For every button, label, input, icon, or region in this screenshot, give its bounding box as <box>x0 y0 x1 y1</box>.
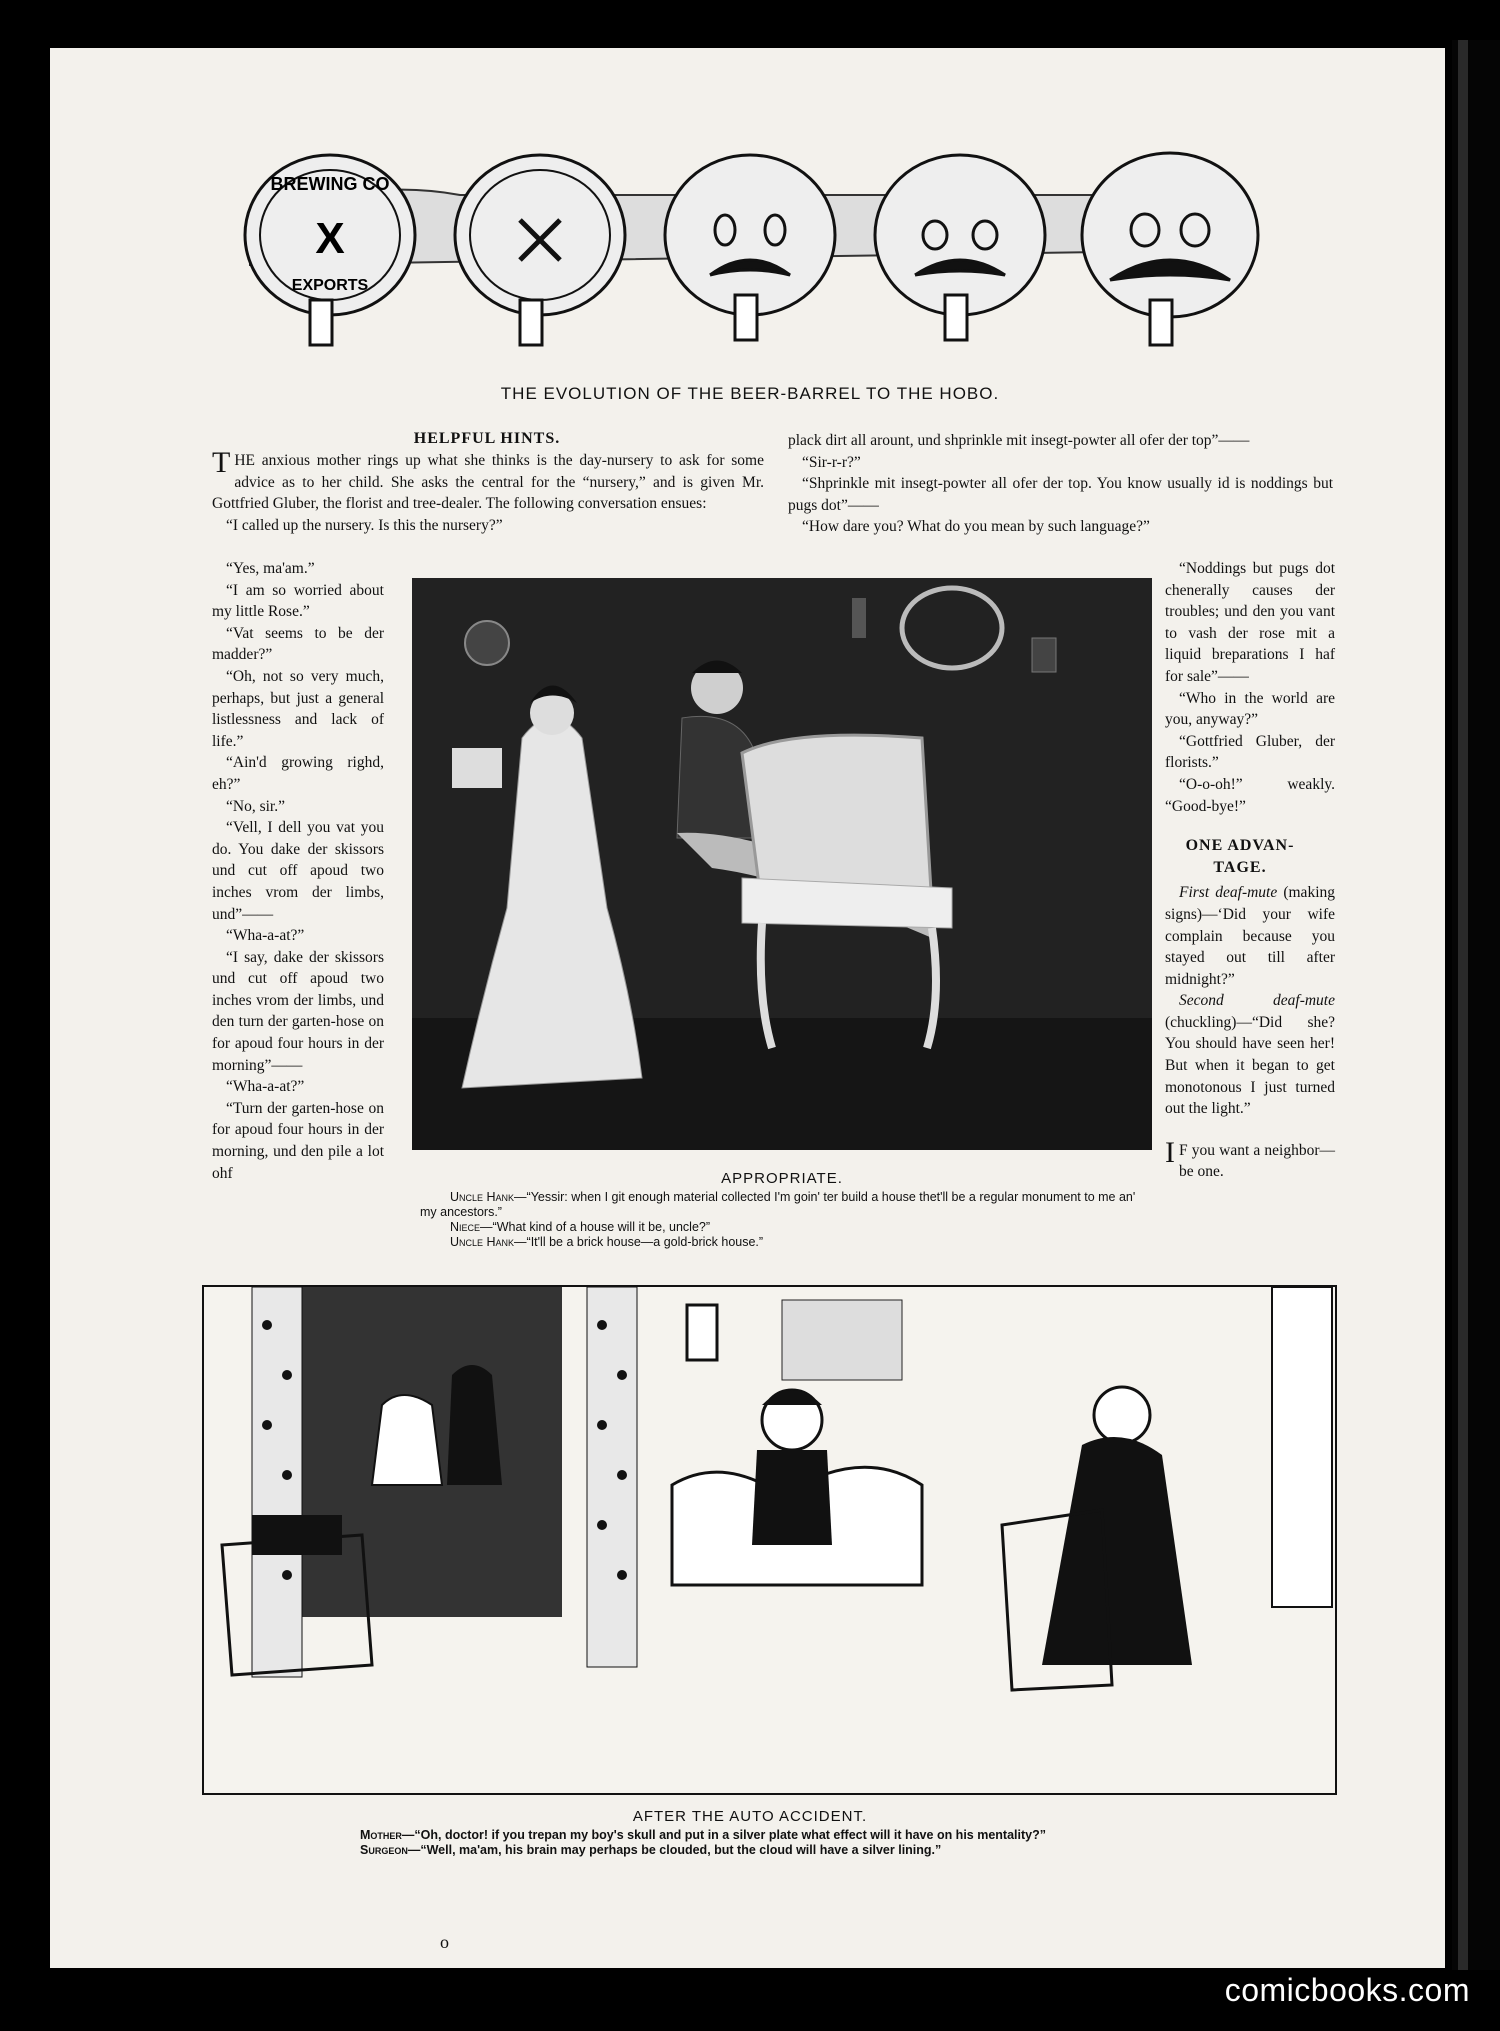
one-advantage-text-1: (making signs)—‘Did your wife complain because you stayed out till after midnight?” <box>1165 884 1335 988</box>
auto-accident-line-1: —“Oh, doctor! if you trepan my boy's skull and put in a silver plate what effect will it have on his mentality?” <box>401 1828 1046 1842</box>
auto-accident-caption <box>360 1828 1260 1858</box>
speaker-mother: Mother <box>360 1828 402 1842</box>
speaker-uncle-hank: Uncle Hank <box>450 1190 515 1204</box>
hints-left-line: “Wha-a-at?” <box>226 927 305 945</box>
neighbor-text: F you want a neighbor—be one. <box>1179 1141 1335 1181</box>
helpful-hints-intro <box>212 446 764 536</box>
barrel-1-bottom-text: EXPORTS <box>291 277 369 294</box>
appropriate-title: APPROPRIATE. <box>721 1170 843 1187</box>
one-advantage-title: ONE ADVAN-TAGE. <box>1185 837 1295 876</box>
auto-accident-illustration <box>202 1285 1337 1795</box>
hints-narrow-line: “Who in the world are you, anyway?” <box>1165 689 1335 729</box>
parlor-scene-drawing <box>412 578 1152 1150</box>
hints-left-line: “I say, dake der skissors und cut off apoud two inches vrom der limbs, und den turn der garten-hose on for apoud four hours in der morning”—— <box>212 948 384 1074</box>
page-mark: o <box>440 1932 449 1952</box>
waiting-room-drawing <box>202 1285 1337 1795</box>
one-advantage-text-2: (chuckling)—“Did she? You should have seen her! But when it began to get monotonous I just turned out the light.” <box>1165 1013 1335 1118</box>
watermark: comicbooks.com <box>1224 1972 1470 2008</box>
hints-right-line: “How dare you? What do you mean by such language?” <box>802 518 1150 536</box>
barrel-drawing <box>230 135 1270 375</box>
helpful-hints-left-column <box>212 558 384 1184</box>
appropriate-line-2: —“What kind of a house will it be, uncle?” <box>480 1220 711 1234</box>
hints-right-continuation: plack dirt all arount, und shprinkle mit insegt-powter all ofer der top”—— <box>788 432 1250 449</box>
hints-left-line: “I am so worried about my little Rose.” <box>212 581 384 621</box>
hints-left-line: “Vell, I dell you vat you do. You dake der skissors und cut off apoud two inches vrom der limbs, und”—— <box>212 819 384 923</box>
barrel-3-face <box>665 155 835 340</box>
hints-line-1: “I called up the nursery. Is this the nursery?” <box>226 516 503 534</box>
auto-accident-line-2: —“Well, ma'am, his brain may perhaps be clouded, but the cloud will have a silver lining.” <box>407 1843 942 1857</box>
barrel-1-top-text: BREWING CO <box>270 174 390 194</box>
hints-left-line: “Yes, ma'am.” <box>226 560 315 577</box>
speaker-uncle-hank-2: Uncle Hank <box>450 1235 515 1249</box>
auto-accident-title: AFTER THE AUTO ACCIDENT. <box>632 1808 868 1825</box>
hints-left-line: “Oh, not so very much, perhaps, but just a general listlessness and lack of life.” <box>212 667 384 750</box>
hints-narrow-line: “Noddings but pugs dot chenerally causes der troubles; und den you vant to vash der rose mit a liquid breparations I haf for sale”—— <box>1165 560 1335 685</box>
top-caption: THE EVOLUTION OF THE BEER-BARREL TO THE HOBO. <box>500 384 1000 403</box>
helpful-hints-title: HELPFUL HINTS. <box>413 430 561 447</box>
helpful-hints-right-top <box>788 430 1333 538</box>
drop-cap-t: T <box>212 446 231 479</box>
appropriate-illustration <box>412 578 1152 1150</box>
helpful-hints-right-narrow <box>1165 558 1335 1183</box>
hints-right-line: “Shprinkle mit insegt-powter all ofer der top. You know usually id is noddings but pugs dot”—— <box>788 475 1333 514</box>
drop-cap-i: I <box>1165 1135 1175 1169</box>
appropriate-caption <box>420 1190 1150 1250</box>
hints-left-line: “No, sir.” <box>226 797 285 815</box>
book-spine-edge <box>1452 40 1500 1970</box>
appropriate-line-1: —“Yessir: when I git enough material collected I'm goin' ter build a house thet'll be a regular monument to me an' my ancestors.” <box>420 1190 1136 1219</box>
appropriate-line-3: —“It'll be a brick house—a gold-brick house.” <box>514 1235 764 1249</box>
speaker-first-deaf-mute: First deaf-mute <box>1179 884 1278 902</box>
hints-right-line: “Sir-r-r?” <box>802 453 861 471</box>
hints-narrow-line: “O-o-oh!” weakly. “Good-bye!” <box>1165 775 1335 815</box>
beer-barrel-illustration <box>230 135 1270 375</box>
hints-left-line: “Wha-a-at?” <box>226 1078 305 1096</box>
hints-left-line: “Ain'd growing righd, eh?” <box>212 754 384 793</box>
barrel-5-hobo-face <box>1082 153 1258 345</box>
hints-narrow-line: “Gottfried Gluber, der florists.” <box>1165 732 1335 772</box>
speaker-second-deaf-mute: Second deaf-mute <box>1179 992 1335 1010</box>
intro-text: HE anxious mother rings up what she thinks is the day-nursery to ask for some advice as to her child. She asks the central for the “nursery,” and is given Mr. Gottfried Gluber, the florist and tree-dealer. The following conversation ensues: <box>212 452 764 513</box>
barrel-2 <box>455 155 625 345</box>
barrel-1-mark: X <box>315 214 345 263</box>
speaker-niece: Niece <box>450 1220 481 1234</box>
hints-left-line: “Turn der garten-hose on for apoud four hours in der morning, und den pile a lot ohf <box>212 1099 384 1182</box>
barrel-4-face <box>875 155 1045 340</box>
hints-left-line: “Vat seems to be der madder?” <box>212 624 384 664</box>
speaker-surgeon: Surgeon <box>360 1843 408 1857</box>
